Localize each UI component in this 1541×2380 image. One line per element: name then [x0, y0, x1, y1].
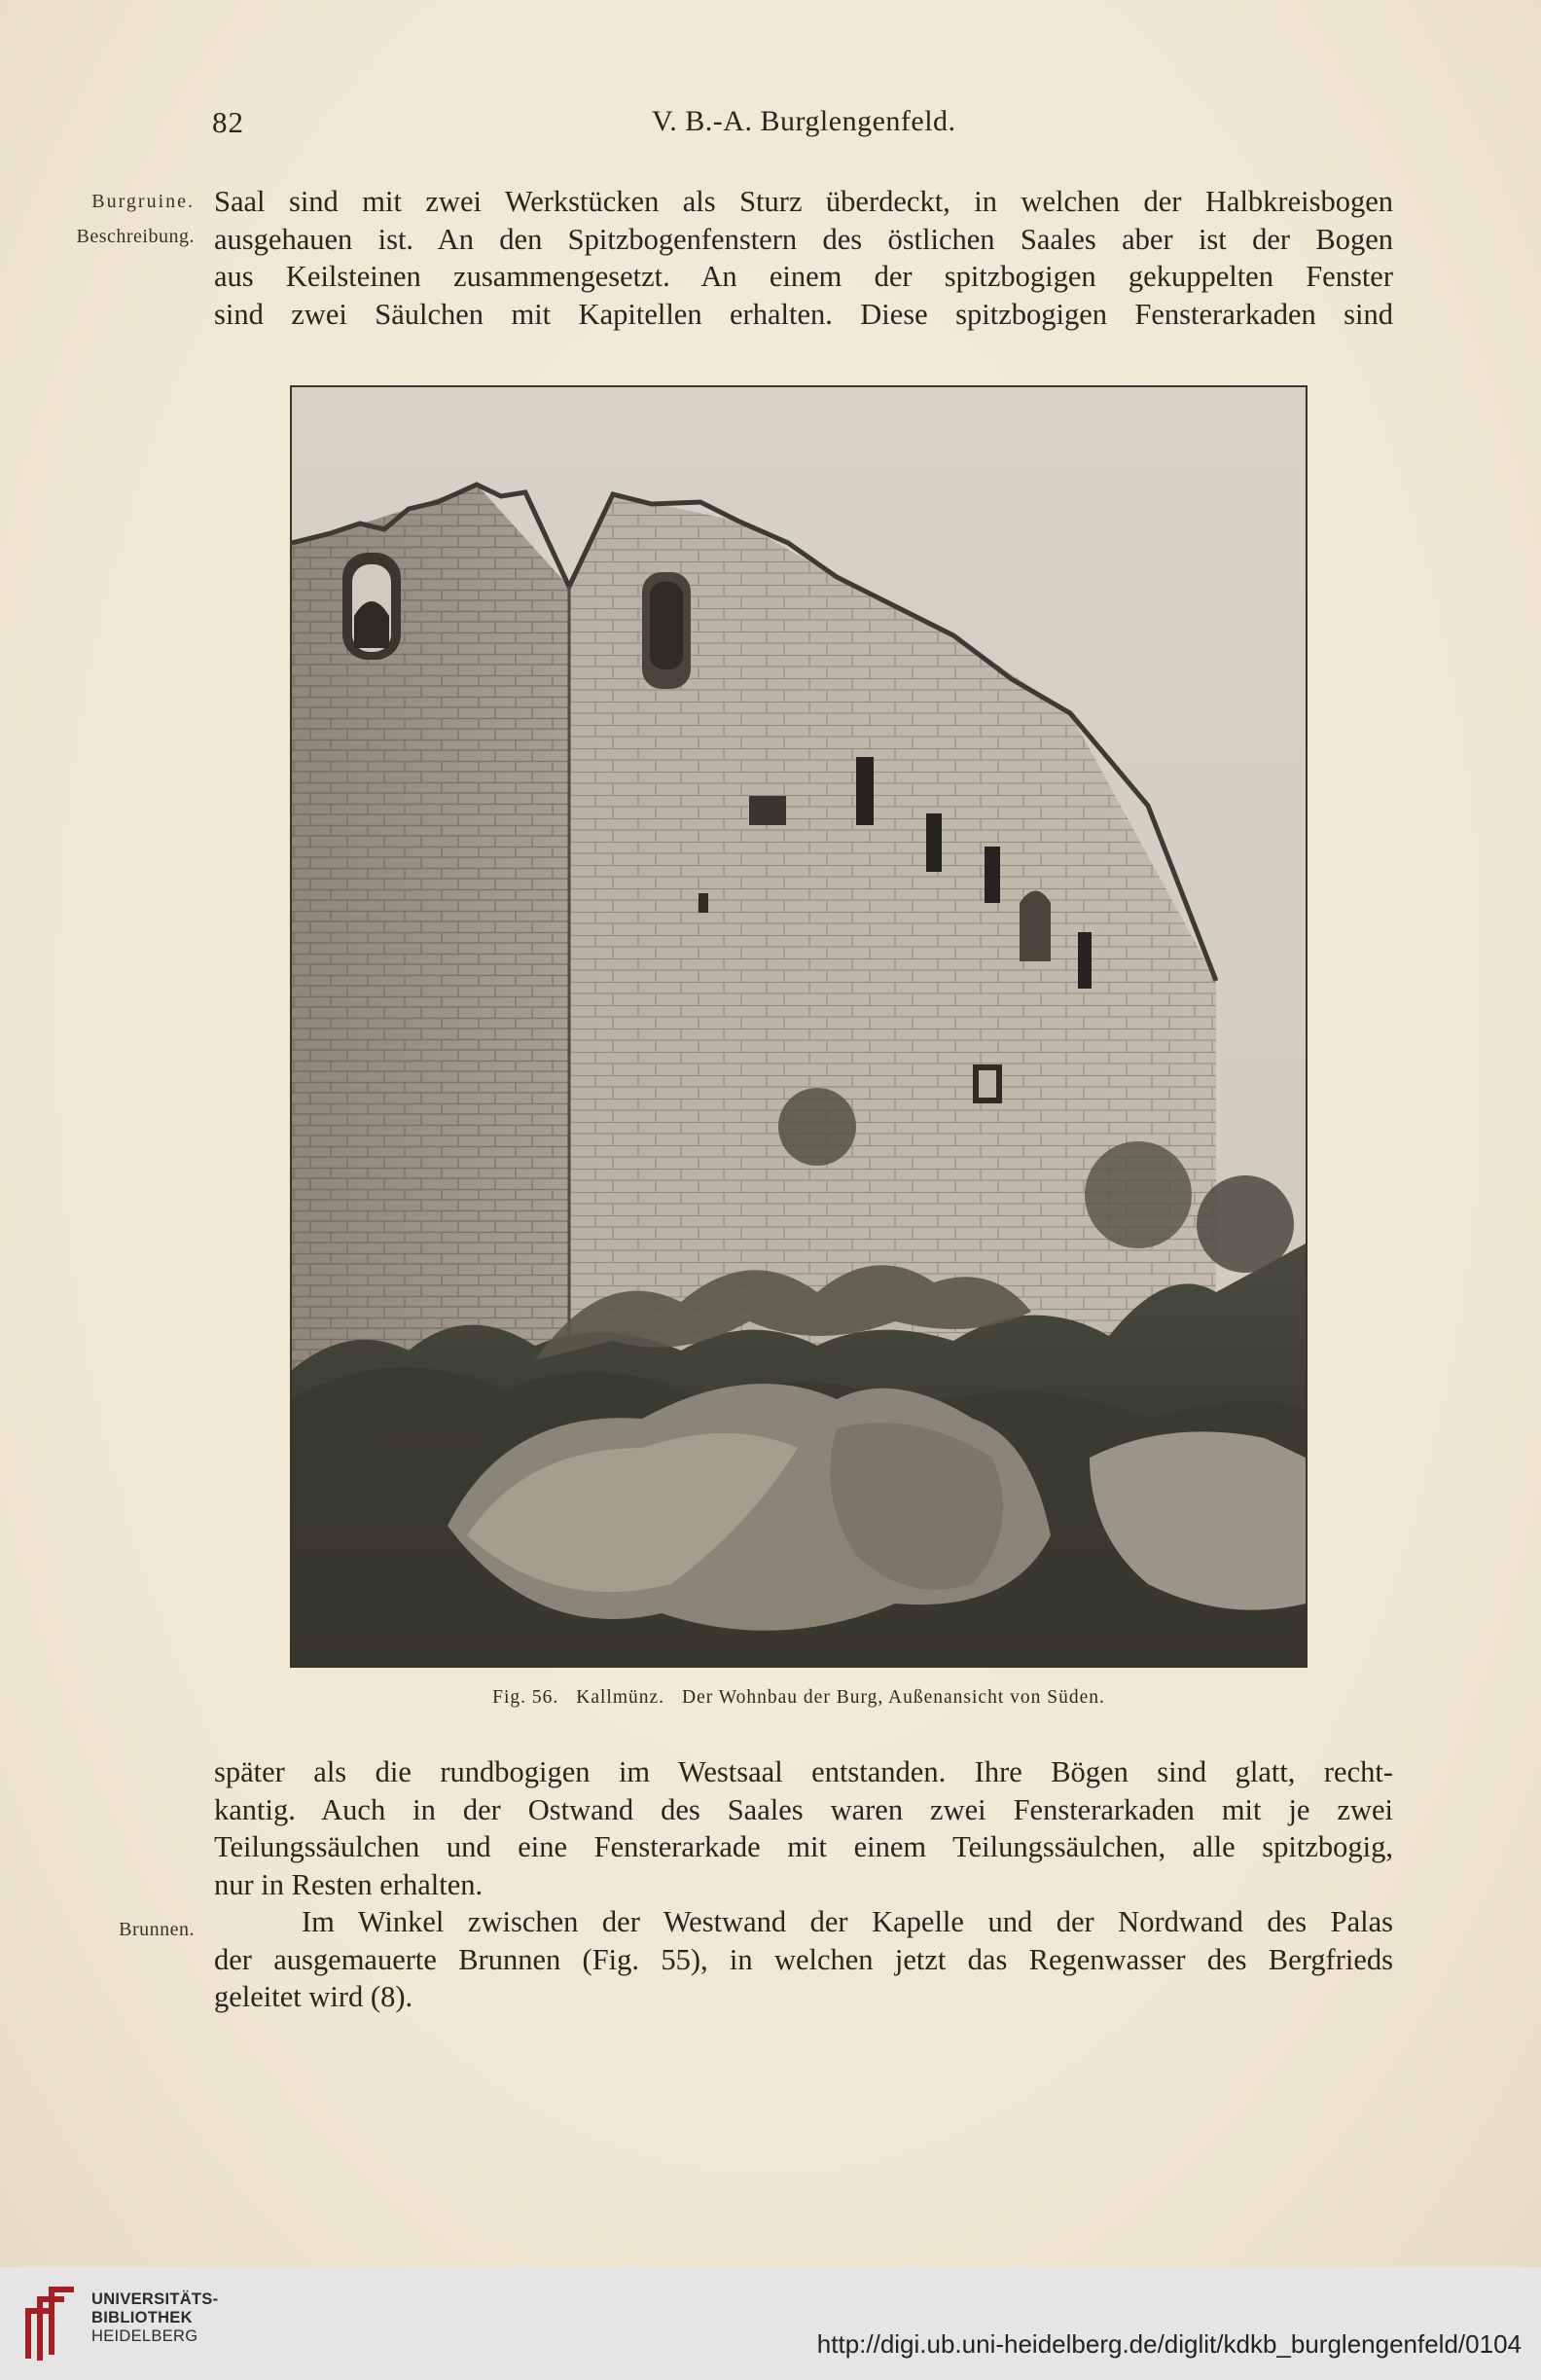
text-line: Saal sind mit zwei Werkstücken als Sturz überdeckt, in welchen der Halbkreisbogen — [214, 185, 1393, 218]
caption-description: Der Wohnbau der Burg, Außenansicht von Süden. — [682, 1687, 1105, 1708]
library-name-line: UNIVERSITÄTS- — [91, 2290, 219, 2308]
margin-note-beschreibung: Beschreibung. — [76, 226, 195, 247]
figure-caption — [290, 1687, 1308, 1709]
text-line: aus Keilsteinen zusammengesetzt. An einem der spitzbogigen gekuppelten Fenster — [214, 260, 1393, 293]
library-logo-icon[interactable] — [21, 2283, 78, 2362]
paragraph-top — [214, 183, 1393, 333]
library-name-line: BIBLIOTHEK — [91, 2309, 193, 2326]
text-line: ausgehauen ist. An den Spitzbogenfenstern des östlichen Saales aber ist der Bogen — [214, 222, 1393, 256]
text-line: kantig. Auch in der Ostwand des Saales waren zwei Fensterarkaden mit je zwei — [214, 1792, 1393, 1826]
figure-photo-castle-ruin — [290, 385, 1308, 1668]
margin-note-brunnen: Brunnen. — [119, 1919, 195, 1940]
paragraph-bottom — [214, 1753, 1393, 2016]
castle-photo-image — [292, 387, 1306, 1666]
caption-label: Fig. 56. — [492, 1687, 559, 1708]
source-url-link[interactable]: http://digi.ub.uni-heidelberg.de/diglit/kdkb_burglengenfeld/0104 — [816, 2329, 1522, 2359]
page-header — [0, 105, 1541, 144]
caption-place: Kallmünz. — [576, 1687, 665, 1708]
footer-bar — [0, 2267, 1541, 2380]
text-line: nur in Resten erhalten. — [214, 1867, 484, 1901]
text-line: der ausgemauerte Brunnen (Fig. 55), in welchen jetzt das Regenwasser des Bergfrieds — [214, 1942, 1393, 1976]
page-number: 82 — [212, 105, 244, 139]
text-line: Teilungssäulchen und eine Fensterarkade mit einem Teilungssäulchen, alle spitzbogig, — [214, 1830, 1393, 1863]
margin-note-burgruine: Burgruine. — [91, 191, 195, 212]
library-name[interactable] — [91, 2290, 218, 2346]
text-line: später als die rundbogigen im Westsaal entstanden. Ihre Bögen sind glatt, recht- — [214, 1755, 1393, 1788]
library-name-line: HEIDELBERG — [91, 2327, 198, 2345]
running-title: V. B.-A. Burglengenfeld. — [652, 105, 956, 137]
text-line: geleitet wird (8). — [214, 1980, 413, 2013]
text-line: sind zwei Säulchen mit Kapitellen erhalten. Diese spitzbogigen Fensterarkaden sind — [214, 297, 1393, 331]
text-line: Im Winkel zwischen der Westwand der Kapelle und der Nordwand des Palas — [302, 1905, 1393, 1938]
